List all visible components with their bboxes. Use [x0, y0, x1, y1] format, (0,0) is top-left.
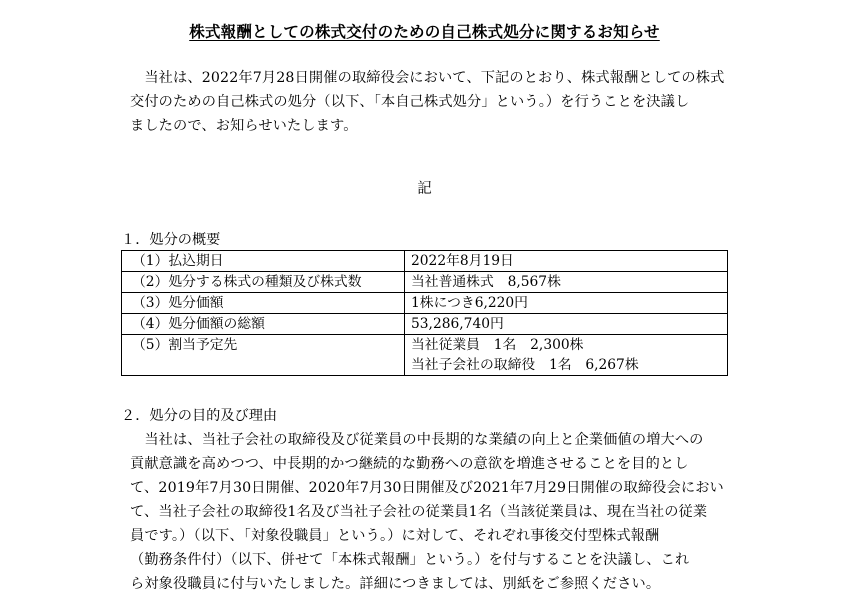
table-row [122, 335, 728, 376]
row-value [405, 335, 728, 376]
row-label: （4）処分価額の総額 [122, 314, 405, 335]
row-label: （5）割当予定先 [122, 335, 405, 376]
row-value: 1株につき6,220円 [405, 293, 728, 314]
document-title: 株式報酬としての株式交付のための自己株式処分に関するお知らせ [189, 22, 660, 41]
intro-line: 当社は、2022年7月28日開催の取締役会において、下記のとおり、株式報酬としての株式 [130, 70, 725, 86]
intro-paragraph [130, 66, 730, 138]
table-row [122, 293, 728, 314]
purpose-line: て、2019年7月30日開催、2020年7月30日開催及び2021年7月29日開催の取締役会におい [130, 480, 724, 496]
purpose-line: て、当社子会社の取締役1名及び当社子会社の従業員1名（当該従業員は、現在当社の従業 [130, 504, 708, 520]
ki-marker: 記 [417, 181, 432, 197]
row-label: （1）払込期日 [122, 251, 405, 272]
row-value: 当社普通株式 8,567株 [405, 272, 728, 293]
purpose-line: ら対象役職員に付与いたしました。詳細につきましては、別紙をご参照ください。 [130, 576, 661, 592]
section-1-heading: １．処分の概要 [121, 232, 221, 248]
purpose-line: 員です。）（以下、「対象役職員」という。）に対して、それぞれ事後交付型株式報酬 [130, 528, 660, 544]
disposal-summary-table [121, 250, 728, 376]
intro-line: 交付のための自己株式の処分（以下、「本自己株式処分」という。）を行うことを決議し [130, 94, 690, 110]
table-row [122, 272, 728, 293]
table-row [122, 251, 728, 272]
section-2-heading: ２．処分の目的及び理由 [121, 408, 278, 424]
table-row [122, 314, 728, 335]
purpose-paragraph [130, 428, 730, 596]
allottee-line: 当社従業員 1名 2,300株 [411, 337, 584, 353]
row-label: （2）処分する株式の種類及び株式数 [122, 272, 405, 293]
intro-line: ましたので、お知らせいたします。 [130, 118, 358, 134]
row-value: 2022年8月19日 [405, 251, 728, 272]
purpose-line: 貢献意識を高めつつ、中長期的かつ継続的な勤務への意欲を増進させることを目的とし [130, 456, 689, 472]
row-label: （3）処分価額 [122, 293, 405, 314]
purpose-line: （勤務条件付）（以下、併せて「本株式報酬」という。）を付与することを決議し、これ [130, 552, 690, 568]
purpose-line: 当社は、当社子会社の取締役及び従業員の中長期的な業績の向上と企業価値の増大への [130, 432, 704, 448]
row-value: 53,286,740円 [405, 314, 728, 335]
allottee-line: 当社子会社の取締役 1名 6,267株 [411, 357, 639, 373]
